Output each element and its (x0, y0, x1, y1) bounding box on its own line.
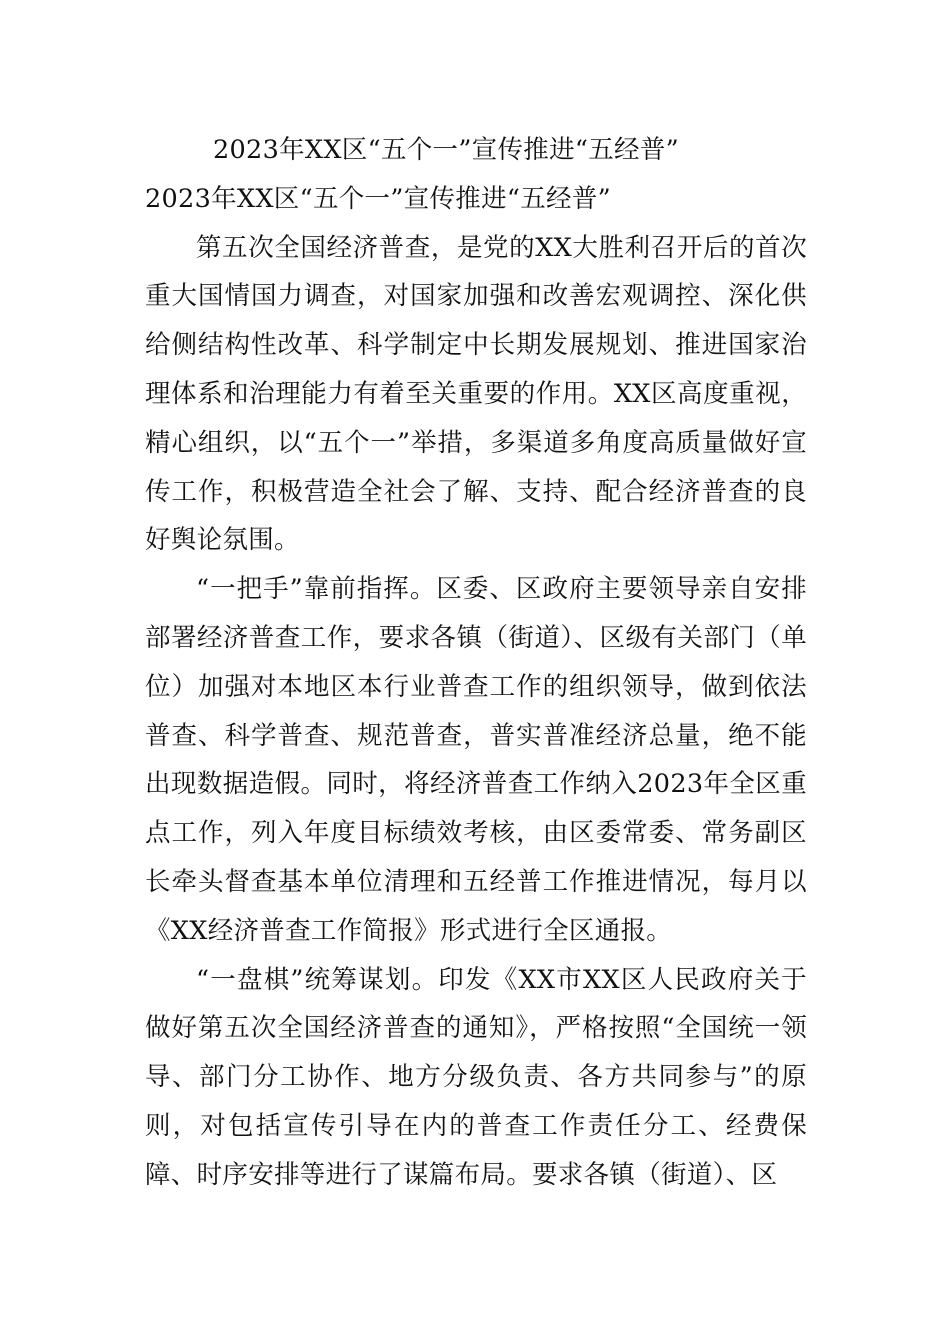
document-title: 2023年XX区“五个一”宣传推进“五经普” (213, 135, 679, 165)
paragraph-leadership: “一把手”靠前指挥。区委、区政府主要领导亲自安排部署经济普查工作，要求各镇（街道）、区级有关部门（单位）加强对本地区本行业普查工作的组织领导，做到依法普查、科学普查、规范普查，普实普准经济总量，绝不能出现数据造假。同时，将经济普查工作纳入2023年全区重点工作，列入年度目标绩效考核，由区委常委、常务副区长牵头督查基本单位清理和五经普工作推进情况，每月以《XX经济普查工作简报》形式进行全区通报。 (145, 574, 807, 946)
paragraph-planning: “一盘棋”统筹谋划。印发《XX市XX区人民政府关于做好第五次全国经济普查的通知》，严格按照“全国统一领导、部门分工协作、地方分级负责、各方共同参与”的原则，对包括宣传引导在内的普查工作责任分工、经费保障、时序安排等进行了谋篇布局。要求各镇（街道）、区 (145, 964, 807, 1190)
document-body (145, 126, 807, 1200)
document-subtitle: 2023年XX区“五个一”宣传推进“五经普” (145, 183, 611, 214)
paragraph-intro: 第五次全国经济普查，是党的XX大胜利召开后的首次重大国情国力调查，对国家加强和改善宏观调控、深化供给侧结构性改革、科学制定中长期发展规划、推进国家治理体系和治理能力有着至关重要的作用。XX区高度重视，精心组织，以“五个一”举措，多渠道多角度高质量做好宣传工作，积极营造全社会了解、支持、配合经济普查的良好舆论氛围。 (145, 232, 807, 556)
